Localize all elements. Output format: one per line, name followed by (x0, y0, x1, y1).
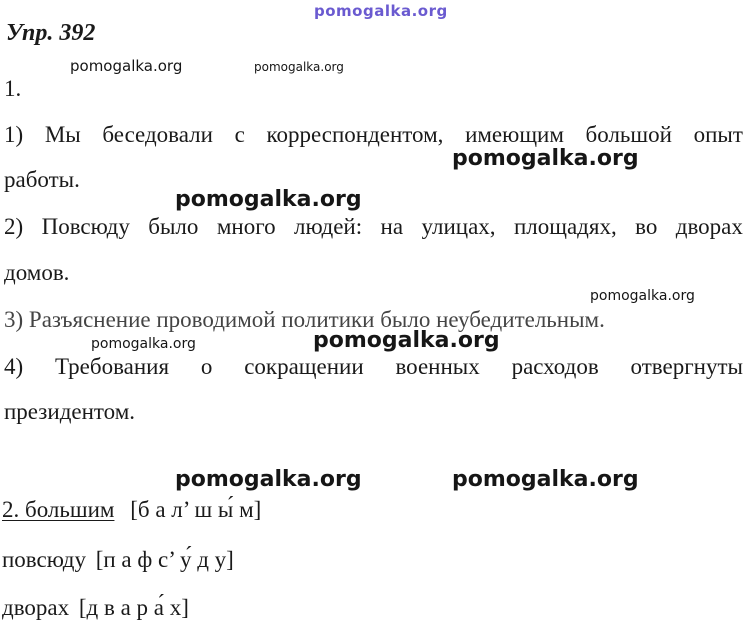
watermark: pomogalka.org (313, 328, 500, 353)
word: дворах (675, 214, 743, 239)
word: опыт (693, 122, 743, 147)
word: на (380, 214, 404, 239)
watermark: pomogalka.org (175, 187, 362, 212)
sentence-1-line-1 (4, 121, 743, 148)
watermark: pomogalka.org (70, 57, 183, 75)
watermark: pomogalka.org (254, 60, 344, 74)
word: было (148, 214, 199, 239)
transcription-row-1 (2, 496, 261, 523)
watermark: pomogalka.org (452, 146, 639, 171)
word: Повсюду (41, 214, 130, 239)
word-povsyudu: повсюду (2, 547, 86, 572)
word: имеющим (465, 122, 564, 147)
watermark: pomogalka.org (175, 467, 362, 492)
word: площадях, (513, 214, 617, 239)
word-dvorakh: дворах (2, 595, 70, 620)
sentence-2-line-2: домов. (4, 260, 70, 285)
exercise-title: Упр. 392 (6, 20, 96, 46)
word: 2) (4, 214, 24, 239)
word: военных (395, 354, 480, 379)
word: улицах, (421, 214, 496, 239)
word: Требования (55, 354, 170, 379)
word: расходов (511, 354, 599, 379)
watermark: pomogalka.org (590, 288, 695, 304)
word: 4) (4, 354, 24, 379)
watermark-top: pomogalka.org (314, 2, 448, 20)
section-1-marker: 1. (4, 76, 22, 101)
word: много (216, 214, 276, 239)
transcription-bolshim: [б а л’ ш ы́ м] (130, 497, 262, 522)
sentence-1-line-2: работы. (4, 167, 80, 192)
transcription-povsyudu: [п а ф с’ у́ д у] (95, 547, 234, 572)
word: 1) (4, 122, 24, 147)
word: корреспондентом, (266, 122, 444, 147)
word: Мы (44, 122, 81, 147)
transcription-dvorakh: [д в а р а́ х] (78, 595, 189, 620)
word: людей: (294, 214, 363, 239)
word: беседовали (102, 122, 213, 147)
word: с (234, 122, 245, 147)
sentence-4-line-1 (4, 353, 743, 380)
word: отвергнуты (630, 354, 743, 379)
word: во (635, 214, 658, 239)
sentence-3: 3) Разъяснение проводимой политики было неубедительным. (4, 307, 605, 332)
watermark: pomogalka.org (91, 336, 196, 352)
sentence-4-line-2: президентом. (4, 399, 136, 424)
sentence-2-line-1 (4, 213, 743, 240)
word: о (200, 354, 213, 379)
watermark: pomogalka.org (452, 467, 639, 492)
word: большой (585, 122, 672, 147)
word-bolshim: 2. большим (2, 497, 115, 522)
transcription-row-2 (2, 546, 234, 573)
transcription-row-3 (2, 594, 189, 621)
word: сокращении (244, 354, 364, 379)
